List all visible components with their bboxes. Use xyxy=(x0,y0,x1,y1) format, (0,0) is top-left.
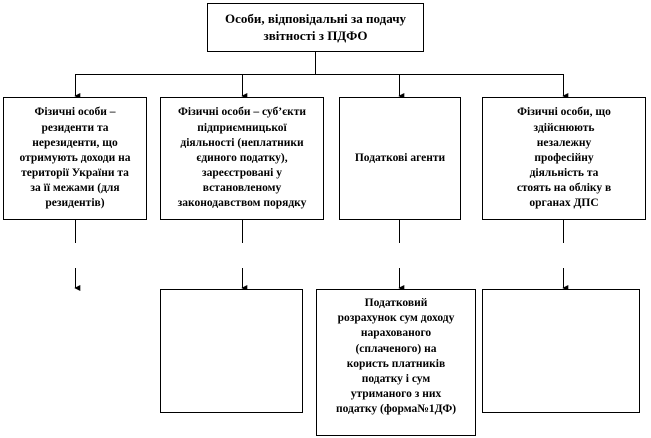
category-box-line: Фізичні особи, що xyxy=(517,106,611,119)
report-box-line: утриманого з них xyxy=(350,388,442,401)
report-box-line: (сплаченого) на xyxy=(355,342,437,355)
category-box-line: Податкові агенти xyxy=(354,151,446,164)
report-box-line: Податковий xyxy=(364,297,428,309)
report-box-form-1df xyxy=(316,289,476,436)
category-box-line: незалежну xyxy=(536,136,592,149)
category-box-line: отримують доходи на xyxy=(19,151,131,164)
category-box-line: нерезиденти, що xyxy=(32,136,118,149)
category-box-line: території України та xyxy=(21,167,129,180)
category-box-line: зареєстровані у xyxy=(201,167,282,180)
category-box-line: стоять на обліку в xyxy=(516,182,612,195)
category-box-line: встановленому xyxy=(202,182,282,195)
report-box-empty-4 xyxy=(482,289,640,413)
top-box-line: Особи, відповідальні за подачу xyxy=(224,11,407,27)
category-box-line: резидентів) xyxy=(45,197,105,210)
category-box-entrepreneurs xyxy=(160,97,324,220)
category-box-line: Фізичні особи – суб’єкти xyxy=(178,106,306,119)
category-box-line: резиденти та xyxy=(41,121,109,134)
category-box-line: органах ДПС xyxy=(529,197,599,210)
category-box-line: професійну xyxy=(534,151,594,164)
category-box-line: законодавством порядку xyxy=(177,197,307,210)
report-box-line: податку і сум xyxy=(361,372,431,385)
category-box-line: підприємницької xyxy=(197,121,287,134)
category-box-line: за її межами (для xyxy=(30,182,120,195)
category-box-line: Фізичні особи – xyxy=(34,106,116,119)
report-box-line: розрахунок сум доходу xyxy=(337,312,455,325)
category-box-line: єдиного податку), xyxy=(196,151,288,164)
category-box-line: здійснюють xyxy=(533,121,595,134)
top-box-responsible-persons xyxy=(207,3,424,52)
report-box-line: нарахованого xyxy=(360,327,432,340)
category-box-line: діяльність та xyxy=(529,167,599,180)
report-box-line: користь платників xyxy=(346,357,446,370)
category-box-line: діяльності (неплатники xyxy=(180,136,304,149)
category-box-tax-agents xyxy=(339,97,461,220)
category-box-individuals xyxy=(3,97,147,220)
top-box-line: звітності з ПДФО xyxy=(263,27,368,43)
report-box-line: податку (форма№1ДФ) xyxy=(335,403,457,416)
report-box-empty-2 xyxy=(160,289,303,413)
category-box-independent-professionals xyxy=(482,97,646,220)
